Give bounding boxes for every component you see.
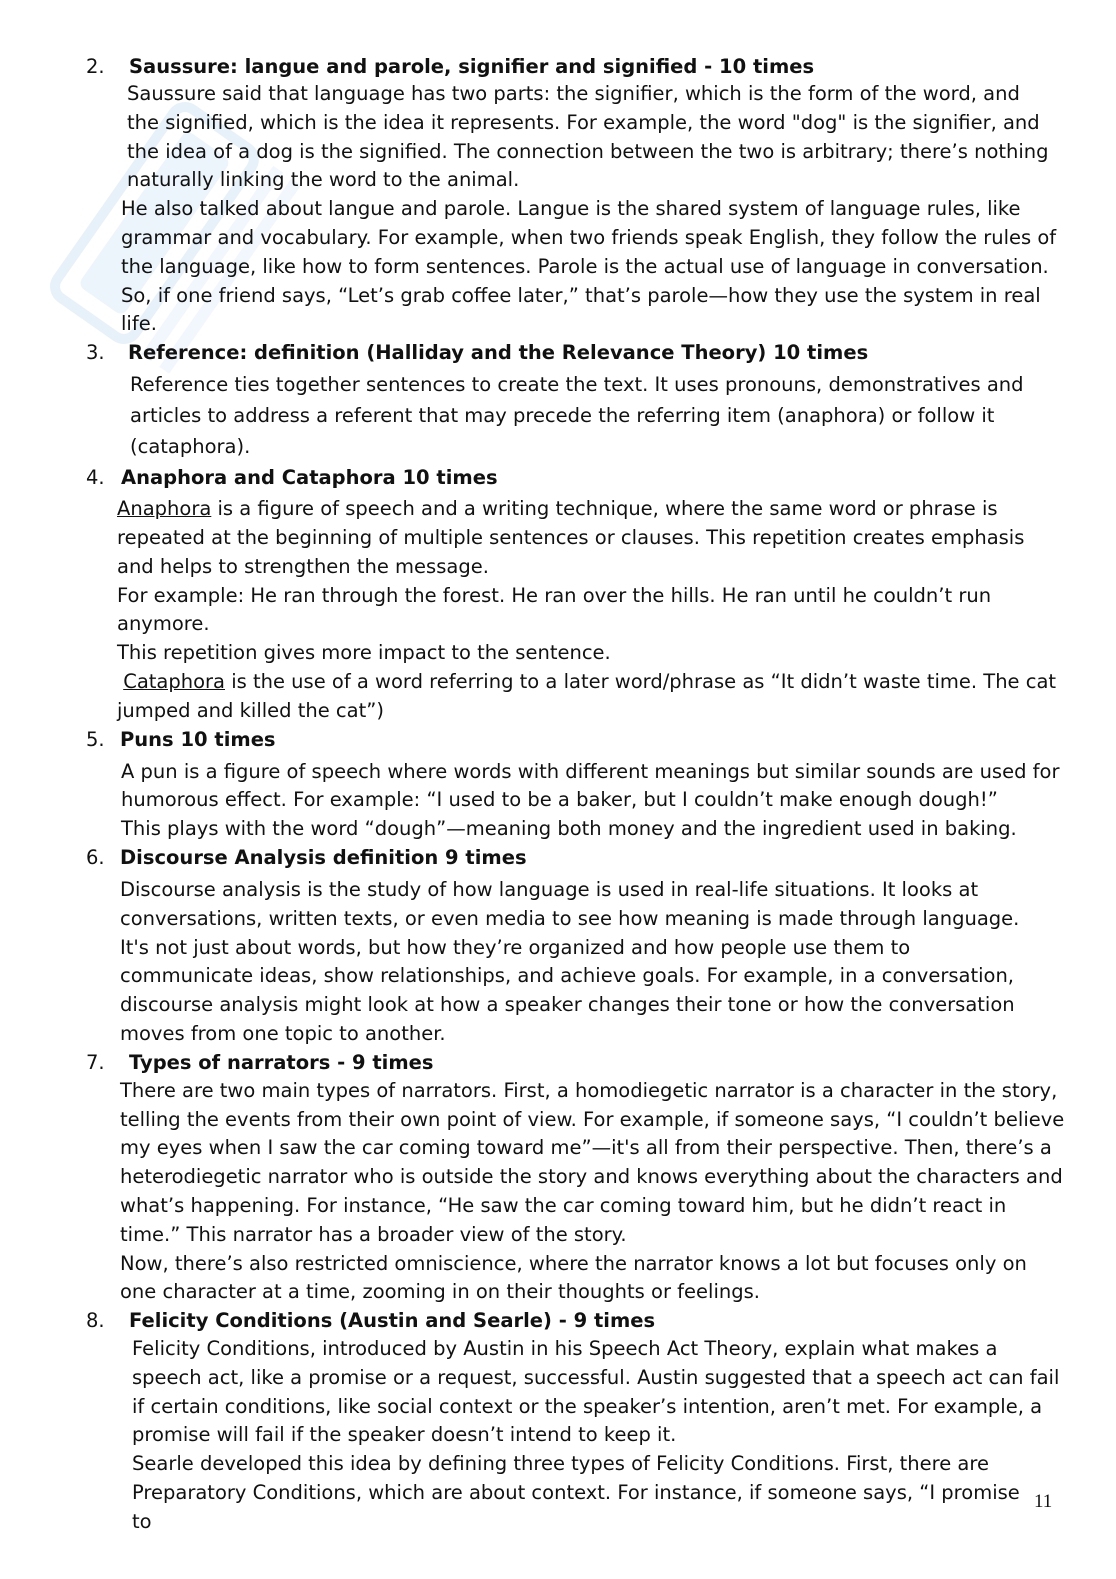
section-puns	[86, 726, 1066, 844]
section-number: 7.	[86, 1050, 105, 1074]
paragraph: Felicity Conditions, introduced by Austin in his Speech Act Theory, explain what makes a speech act, like a promise or a request, successful. Austin suggested that a speech act can fail if certain conditions, like social context or the speaker’s intention, aren’t met. For example, a promise will fail if the speaker doesn’t intend to keep it.	[132, 1337, 1060, 1447]
section-body	[130, 369, 1066, 462]
section-body	[121, 758, 1066, 844]
term-anaphora: Anaphora	[117, 497, 212, 521]
paragraph: He also talked about langue and parole. Langue is the shared system of language rules, like grammar and vocabulary. For example, when two friends speak English, they follow the rules of the language, like how to form sentences. Parole is the actual use of language in conversation. So, if one friend says, “Let’s grab coffee later,” that’s parole—how they use the system in real life.	[121, 197, 1057, 336]
paragraph: Discourse analysis is the study of how language is used in real-life situations. It looks at conversations, written texts, or even media to see how meaning is made through language. It's not just about words, but how they’re organized and how people use them to communicate ideas, show relationships, and achieve goals. For example, in a conversation, discourse analysis might look at how a speaker changes their tone or how the conversation moves from one topic to another.	[120, 877, 1020, 1045]
section-heading	[86, 339, 1066, 367]
section-types-of-narrators	[86, 1049, 1066, 1307]
section-reference	[86, 339, 1066, 462]
section-heading	[86, 1049, 1066, 1077]
paragraph: Saussure said that language has two parts: the signifier, which is the form of the word, and the signified, which is the idea it represents. For example, the word "dog" is the signifier, and the idea of a dog is the signified. The connection between the two is arbitrary; there’s nothing naturally linking the word to the animal.	[127, 82, 1049, 192]
section-title: Types of narrators - 9 times	[129, 1050, 434, 1074]
section-saussure	[86, 53, 1066, 339]
section-title: Saussure: langue and parole, signifier and signified - 10 times	[129, 55, 815, 78]
anaphora-definition: is a figure of speech and a writing technique, where the same word or phrase is repeated at the beginning of multiple sentences or clauses. This repetition creates emphasis and helps to strengthen the message.	[117, 497, 1025, 578]
section-number: 8.	[86, 1309, 105, 1333]
cataphora-definition: is the use of a word referring to a later word/phrase as “It didn’t waste time. The cat jumped and killed the cat”)	[117, 669, 1057, 722]
section-body	[117, 495, 1066, 725]
page-number: 11	[1034, 1491, 1053, 1512]
paragraph: This plays with the word “dough”—meaning both money and the ingredient used in baking.	[121, 817, 1017, 841]
section-list	[86, 53, 1066, 1537]
section-title: Puns 10 times	[120, 727, 276, 751]
paragraph: For example: He ran through the forest. He ran over the hills. He ran until he couldn’t run anymore.	[117, 583, 992, 636]
section-number: 6.	[86, 845, 105, 869]
paragraph: Reference ties together sentences to create the text. It uses pronouns, demonstratives and articles to address a referent that may precede the referring item (anaphora) or follow it (cataphora).	[130, 373, 1024, 459]
section-heading	[86, 726, 1066, 754]
section-title: Anaphora and Cataphora 10 times	[121, 466, 498, 490]
section-body	[120, 1077, 1066, 1307]
paragraph: Now, there’s also restricted omniscience, where the narrator knows a lot but focuses only on one character at a time, zooming in on their thoughts or feelings.	[120, 1251, 1027, 1304]
section-felicity-conditions	[86, 1307, 1066, 1537]
section-body	[120, 876, 1066, 1049]
section-title: Discourse Analysis definition 9 times	[120, 845, 527, 869]
section-title: Reference: definition (Halliday and the Relevance Theory) 10 times	[128, 341, 869, 365]
paragraph: This repetition gives more impact to the sentence.	[117, 641, 611, 665]
section-number: 2.	[86, 55, 105, 78]
section-number: 4.	[86, 466, 105, 490]
section-heading	[86, 1307, 1066, 1335]
section-heading	[86, 53, 1066, 81]
term-cataphora: Cataphora	[123, 669, 225, 693]
section-number: 5.	[86, 727, 105, 751]
section-number: 3.	[86, 341, 105, 365]
paragraph: A pun is a figure of speech where words with different meanings but similar sounds are used for humorous effect. For example: “I used to be a baker, but I couldn’t make enough dough!”	[121, 759, 1060, 812]
paragraph: Searle developed this idea by defining three types of Felicity Conditions. First, there are Preparatory Conditions, which are about context. For instance, if someone says, “I promise to	[132, 1452, 1020, 1533]
paragraph	[117, 668, 1077, 726]
section-body	[121, 80, 1066, 339]
section-body	[132, 1335, 1066, 1537]
section-heading	[86, 844, 1066, 872]
section-title: Felicity Conditions (Austin and Searle) - 9 times	[129, 1309, 656, 1333]
paragraph: There are two main types of narrators. First, a homodiegetic narrator is a character in the story, telling the events from their own point of view. For example, if someone says, “I couldn’t believe my eyes when I saw the car coming toward me”—it's all from their perspective. Then, there’s a heterodiegetic narrator who is outside the story and knows everything about the characters and what’s happening. For instance, “He saw the car coming toward him, but he didn’t react in time.” This narrator has a broader view of the story.	[120, 1078, 1065, 1246]
section-anaphora-cataphora	[86, 464, 1066, 725]
section-heading	[86, 464, 1066, 492]
section-discourse-analysis	[86, 844, 1066, 1049]
paragraph	[117, 495, 1057, 581]
